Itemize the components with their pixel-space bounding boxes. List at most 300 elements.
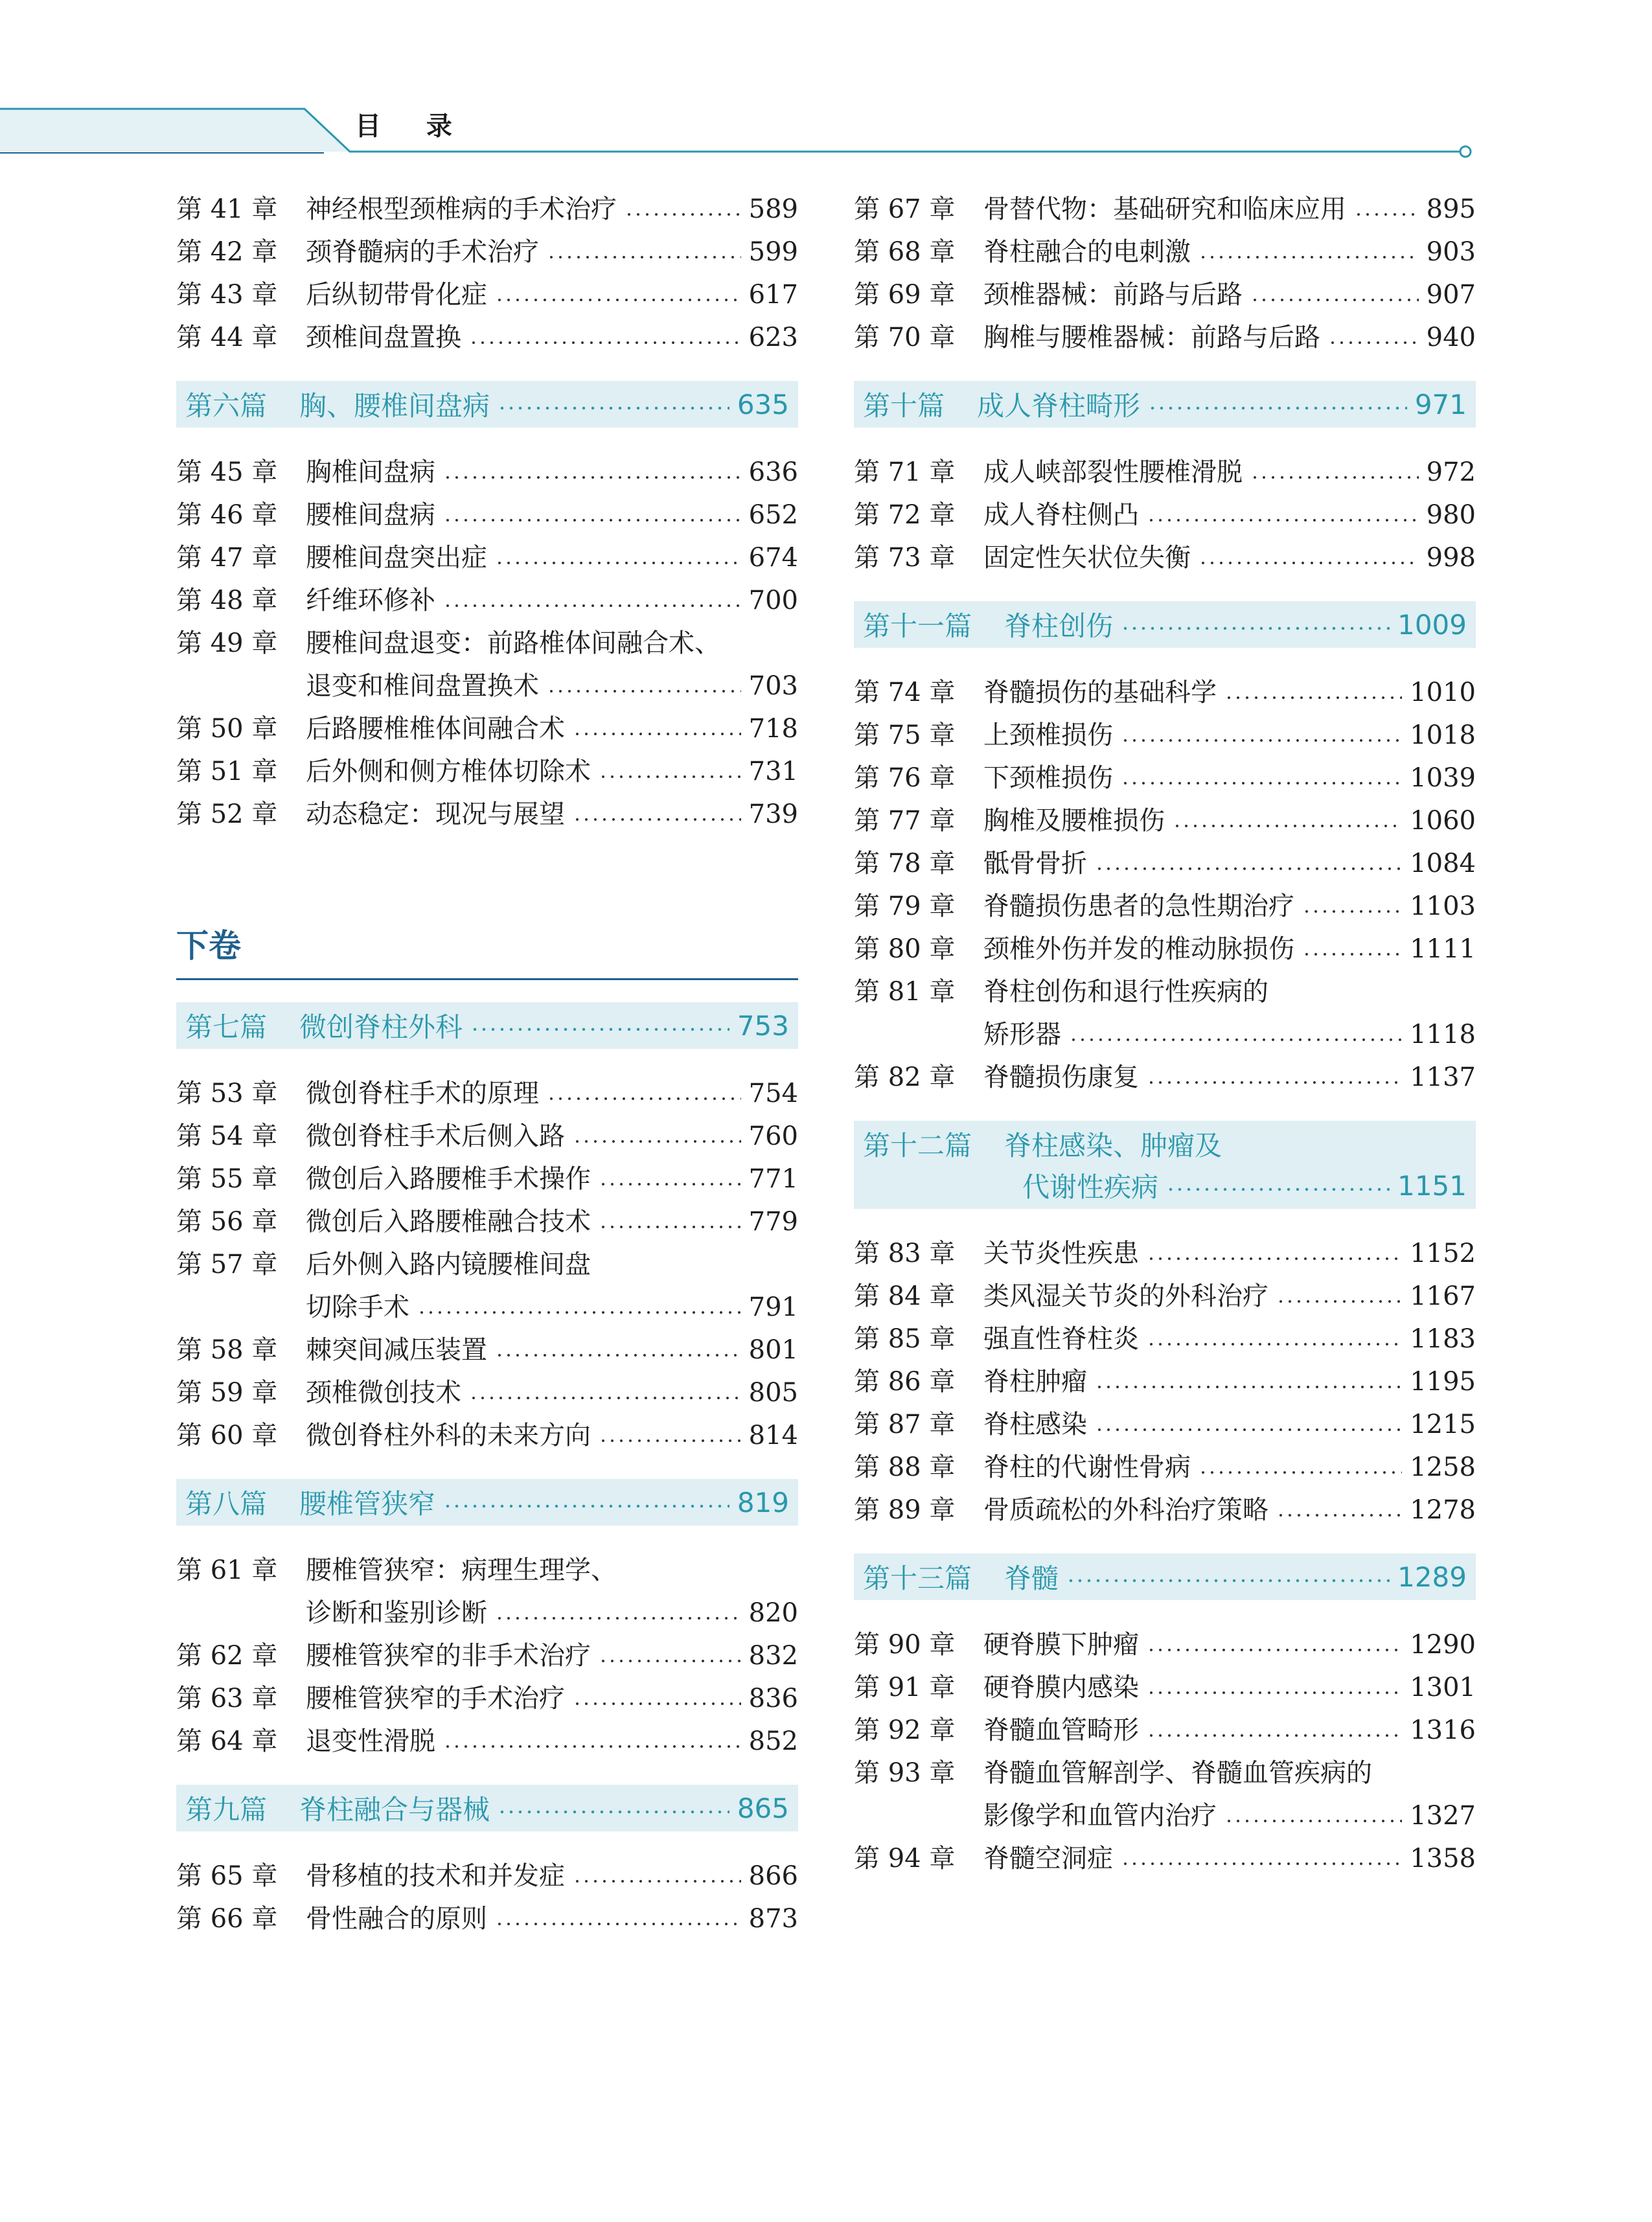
chapter-number: 第 85 章 — [854, 1324, 956, 1354]
dot-leader — [1121, 780, 1402, 786]
dot-leader — [599, 1437, 741, 1444]
chapter-number: 第 55 章 — [176, 1164, 278, 1194]
chapter-page: 703 — [748, 671, 798, 701]
chapter-page: 754 — [748, 1079, 798, 1108]
toc-entry[interactable] — [176, 1200, 798, 1243]
dot-leader — [495, 1921, 741, 1927]
part-page: 635 — [737, 388, 789, 420]
chapter-number: 第 69 章 — [854, 280, 956, 310]
toc-entry[interactable] — [854, 316, 1476, 359]
chapter-page: 873 — [748, 1904, 798, 1934]
chapter-page: 589 — [748, 194, 798, 224]
toc-entry[interactable] — [176, 750, 798, 793]
toc-entry[interactable] — [854, 1056, 1476, 1099]
chapter-title: 胸椎及腰椎损伤 — [983, 806, 1165, 836]
chapter-title: 脊柱感染 — [983, 1410, 1087, 1439]
chapter-number: 第 66 章 — [176, 1904, 278, 1934]
chapter-title: 颈椎器械：前路与后路 — [983, 280, 1243, 310]
chapter-number: 第 54 章 — [176, 1121, 278, 1151]
chapter-page: 623 — [748, 323, 798, 352]
dot-leader — [495, 297, 741, 303]
chapter-page: 895 — [1426, 194, 1476, 224]
chapter-title: 腰椎管狭窄的手术治疗 — [306, 1684, 565, 1713]
dot-leader — [1147, 1079, 1402, 1086]
chapter-page: 1195 — [1410, 1367, 1476, 1397]
dot-leader — [495, 1615, 741, 1621]
chapter-number: 第 75 章 — [854, 720, 956, 750]
chapter-page: 866 — [748, 1861, 798, 1891]
chapter-page: 652 — [748, 500, 798, 530]
chapter-page: 1358 — [1410, 1844, 1476, 1873]
chapter-title: 骨替代物：基础研究和临床应用 — [983, 194, 1346, 224]
part-number: 第六篇 — [185, 390, 268, 422]
chapter-number: 第 73 章 — [854, 543, 956, 573]
dot-leader — [1276, 1298, 1402, 1305]
chapter-title-line1: 脊柱创伤和退行性疾病的 — [983, 977, 1268, 1007]
chapter-title: 动态稳定：现况与展望 — [306, 799, 565, 829]
chapter-title: 上颈椎损伤 — [983, 720, 1113, 750]
toc-entry[interactable] — [854, 1403, 1476, 1446]
toc-entry[interactable] — [854, 799, 1476, 842]
toc-entry[interactable] — [854, 714, 1476, 757]
part-title: 成人脊柱畸形 — [977, 390, 1141, 422]
toc-entry[interactable] — [176, 622, 798, 665]
chapter-number: 第 87 章 — [854, 1410, 956, 1439]
part-page: 865 — [737, 1792, 789, 1824]
dot-leader — [1250, 474, 1419, 481]
chapter-page: 805 — [748, 1378, 798, 1408]
chapter-page: 1084 — [1410, 849, 1476, 878]
part-title: 脊柱融合与器械 — [299, 1794, 490, 1826]
chapter-number: 第 56 章 — [176, 1207, 278, 1237]
part-heading[interactable] — [176, 1785, 798, 1831]
part-heading-line1 — [863, 1123, 1467, 1165]
dot-leader — [1147, 1732, 1402, 1739]
dot-leader — [1199, 254, 1419, 260]
toc-entry[interactable] — [854, 536, 1476, 579]
chapter-page: 718 — [748, 714, 798, 744]
chapter-number: 第 76 章 — [854, 763, 956, 793]
dot-leader — [498, 405, 729, 411]
chapter-title: 骨移植的技术和并发症 — [306, 1861, 565, 1891]
chapter-page: 1103 — [1410, 891, 1476, 921]
part-number: 第十二篇 — [863, 1130, 972, 1162]
toc-column-left — [176, 188, 798, 1940]
chapter-title: 脊髓血管畸形 — [983, 1715, 1139, 1745]
toc-entry[interactable] — [854, 1837, 1476, 1880]
chapter-number: 第 45 章 — [176, 457, 278, 487]
toc-entry[interactable] — [854, 1709, 1476, 1752]
toc-entry[interactable] — [854, 451, 1476, 494]
toc-entry[interactable] — [176, 1158, 798, 1200]
dot-leader — [599, 1224, 741, 1230]
toc-entry[interactable] — [854, 1360, 1476, 1403]
part-heading[interactable] — [176, 1002, 798, 1049]
chapter-page: 836 — [748, 1684, 798, 1713]
chapter-number: 第 84 章 — [854, 1281, 956, 1311]
chapter-title: 硬脊膜内感染 — [983, 1673, 1139, 1702]
toc-entry[interactable] — [854, 757, 1476, 799]
toc-entry[interactable] — [176, 1720, 798, 1763]
chapter-page: 814 — [748, 1421, 798, 1450]
chapter-page: 779 — [748, 1207, 798, 1237]
toc-entry[interactable] — [176, 451, 798, 494]
part-heading[interactable] — [854, 1553, 1476, 1600]
toc-entry[interactable] — [854, 188, 1476, 231]
chapter-title: 颈椎外伤并发的椎动脉损伤 — [983, 934, 1294, 964]
chapter-page: 998 — [1426, 543, 1476, 573]
chapter-title-line2: 诊断和鉴别诊断 — [306, 1598, 487, 1628]
dot-leader — [1147, 517, 1419, 523]
toc-entry[interactable] — [176, 1897, 798, 1940]
toc-entry-continuation[interactable] — [176, 1592, 798, 1634]
dot-leader — [573, 1878, 741, 1884]
part-page: 1151 — [1397, 1169, 1467, 1202]
toc-entry[interactable] — [176, 1115, 798, 1158]
chapter-page: 636 — [748, 457, 798, 487]
toc-entry[interactable] — [854, 231, 1476, 273]
part-heading[interactable] — [176, 1479, 798, 1526]
chapter-page: 907 — [1426, 280, 1476, 310]
part-heading[interactable] — [176, 381, 798, 428]
chapter-title: 微创后入路腰椎融合技术 — [306, 1207, 591, 1237]
dot-leader — [495, 560, 741, 566]
toc-entry[interactable] — [854, 1232, 1476, 1275]
toc-entry-continuation[interactable] — [176, 1286, 798, 1329]
dot-leader — [1147, 1647, 1402, 1653]
chapter-page: 731 — [748, 757, 798, 786]
volume-heading: 下卷 — [176, 920, 798, 980]
chapter-number: 第 80 章 — [854, 934, 956, 964]
chapter-title: 骨性融合的原则 — [306, 1904, 487, 1934]
chapter-title-line1: 腰椎间盘退变：前路椎体间融合术、 — [306, 628, 720, 658]
toc-entry[interactable] — [854, 928, 1476, 970]
toc-entry[interactable] — [854, 1489, 1476, 1531]
toc-entry[interactable] — [854, 970, 1476, 1013]
dot-leader — [1147, 1689, 1402, 1696]
chapter-title-line1: 脊髓血管解剖学、脊髓血管疾病的 — [983, 1758, 1372, 1788]
dot-leader — [470, 1026, 729, 1033]
part-page: 1009 — [1397, 608, 1467, 641]
chapter-title: 关节炎性疾患 — [983, 1239, 1139, 1268]
dot-leader — [573, 731, 741, 737]
chapter-number: 第 53 章 — [176, 1079, 278, 1108]
chapter-page: 1167 — [1410, 1281, 1476, 1311]
dot-leader — [1224, 1818, 1402, 1824]
chapter-number: 第 94 章 — [854, 1844, 956, 1873]
chapter-number: 第 61 章 — [176, 1555, 278, 1585]
dot-leader — [1121, 625, 1390, 632]
chapter-title: 固定性矢状位失衡 — [983, 543, 1191, 573]
chapter-number: 第 92 章 — [854, 1715, 956, 1745]
dot-leader — [573, 816, 741, 823]
dot-leader — [443, 1503, 729, 1509]
toc-entry-continuation[interactable] — [854, 1794, 1476, 1837]
toc-entry-continuation[interactable] — [854, 1013, 1476, 1056]
chapter-title: 神经根型颈椎病的手术治疗 — [306, 194, 617, 224]
chapter-number: 第 63 章 — [176, 1684, 278, 1713]
chapter-page: 972 — [1426, 457, 1476, 487]
chapter-number: 第 81 章 — [854, 977, 956, 1007]
dot-leader — [1147, 1255, 1402, 1262]
chapter-number: 第 77 章 — [854, 806, 956, 836]
toc-entry[interactable] — [854, 885, 1476, 928]
dot-leader — [1354, 211, 1419, 218]
toc-entry[interactable] — [854, 1623, 1476, 1666]
toc-entry[interactable] — [176, 1634, 798, 1677]
dot-leader — [599, 773, 741, 780]
header-decoration — [0, 0, 1652, 168]
chapter-title: 下颈椎损伤 — [983, 763, 1113, 793]
chapter-title: 脊髓损伤患者的急性期治疗 — [983, 891, 1294, 921]
toc-entry[interactable] — [176, 1549, 798, 1592]
part-number: 第九篇 — [185, 1794, 268, 1826]
toc-entry[interactable] — [176, 536, 798, 579]
chapter-title: 成人脊柱侧凸 — [983, 500, 1139, 530]
toc-entry[interactable] — [176, 1371, 798, 1414]
part-page: 753 — [737, 1009, 789, 1042]
dot-leader — [1302, 951, 1402, 957]
chapter-title: 硬脊膜下肿瘤 — [983, 1630, 1139, 1660]
dot-leader — [599, 1658, 741, 1664]
chapter-title: 强直性脊柱炎 — [983, 1324, 1139, 1354]
toc-entry[interactable] — [176, 1329, 798, 1371]
chapter-number: 第 91 章 — [854, 1673, 956, 1702]
chapter-title: 棘突间减压装置 — [306, 1335, 487, 1365]
part-heading[interactable] — [854, 1121, 1476, 1209]
part-title-line2: 代谢性疾病 — [1022, 1171, 1159, 1203]
chapter-title: 成人峡部裂性腰椎滑脱 — [983, 457, 1243, 487]
toc-entry[interactable] — [176, 494, 798, 536]
dot-leader — [625, 211, 741, 218]
chapter-number: 第 72 章 — [854, 500, 956, 530]
dot-leader — [498, 1809, 729, 1815]
chapter-title: 微创后入路腰椎手术操作 — [306, 1164, 591, 1194]
part-heading[interactable] — [854, 381, 1476, 428]
page-header — [0, 0, 1652, 168]
part-heading-line2 — [863, 1165, 1467, 1206]
chapter-page: 674 — [748, 543, 798, 573]
chapter-page: 1278 — [1410, 1495, 1476, 1525]
chapter-number: 第 43 章 — [176, 280, 278, 310]
chapter-number: 第 78 章 — [854, 849, 956, 878]
chapter-title: 腰椎管狭窄的非手术治疗 — [306, 1641, 591, 1671]
part-title: 腰椎管狭窄 — [299, 1488, 436, 1520]
chapter-number: 第 71 章 — [854, 457, 956, 487]
toc-entry[interactable] — [176, 316, 798, 359]
dot-leader — [1199, 1469, 1402, 1476]
chapter-number: 第 48 章 — [176, 586, 278, 615]
dot-leader — [547, 688, 741, 694]
dot-leader — [547, 1095, 741, 1102]
toc-entry[interactable] — [176, 1677, 798, 1720]
part-page: 819 — [737, 1486, 789, 1518]
chapter-title: 微创脊柱手术后侧入路 — [306, 1121, 565, 1151]
toc-entry[interactable] — [176, 273, 798, 316]
toc-entry[interactable] — [176, 793, 798, 836]
chapter-title-line2: 切除手术 — [306, 1292, 409, 1322]
toc-entry[interactable] — [176, 1414, 798, 1457]
toc-entry[interactable] — [854, 1275, 1476, 1318]
chapter-page: 852 — [748, 1726, 798, 1756]
dot-leader — [443, 517, 741, 523]
chapter-number: 第 79 章 — [854, 891, 956, 921]
dot-leader — [1121, 1861, 1402, 1867]
page-title: 目 录 — [355, 111, 470, 141]
chapter-title: 脊柱融合的电刺激 — [983, 237, 1191, 267]
part-number: 第八篇 — [185, 1488, 268, 1520]
dot-leader — [1069, 1037, 1402, 1043]
toc-entry-continuation[interactable] — [176, 665, 798, 707]
chapter-page: 1018 — [1410, 720, 1476, 750]
chapter-title: 骨质疏松的外科治疗策略 — [983, 1495, 1268, 1525]
chapter-number: 第 74 章 — [854, 678, 956, 707]
chapter-title: 脊髓空洞症 — [983, 1844, 1113, 1873]
chapter-title: 微创脊柱手术的原理 — [306, 1079, 539, 1108]
chapter-number: 第 47 章 — [176, 543, 278, 573]
chapter-page: 771 — [748, 1164, 798, 1194]
toc-entry[interactable] — [176, 231, 798, 273]
dot-leader — [1302, 908, 1402, 915]
dot-leader — [443, 1743, 741, 1750]
chapter-number: 第 93 章 — [854, 1758, 956, 1788]
part-page: 1289 — [1397, 1561, 1467, 1593]
toc-entry[interactable] — [176, 188, 798, 231]
dot-leader — [1328, 339, 1419, 346]
chapter-title-line2: 矫形器 — [983, 1020, 1061, 1049]
dot-leader — [495, 1352, 741, 1358]
chapter-number: 第 68 章 — [854, 237, 956, 267]
chapter-title: 后路腰椎椎体间融合术 — [306, 714, 565, 744]
dot-leader — [1095, 1384, 1402, 1390]
chapter-title: 胸椎与腰椎器械：前路与后路 — [983, 323, 1320, 352]
chapter-page: 1258 — [1410, 1452, 1476, 1482]
chapter-page: 1039 — [1410, 763, 1476, 793]
chapter-page: 1301 — [1410, 1673, 1476, 1702]
chapter-title: 骶骨骨折 — [983, 849, 1087, 878]
part-title: 微创脊柱外科 — [299, 1011, 463, 1043]
toc-entry[interactable] — [854, 1666, 1476, 1709]
chapter-number: 第 57 章 — [176, 1250, 278, 1279]
toc-entry[interactable] — [854, 1752, 1476, 1794]
chapter-title: 颈椎微创技术 — [306, 1378, 461, 1408]
chapter-number: 第 51 章 — [176, 757, 278, 786]
part-page: 971 — [1414, 388, 1467, 420]
part-title: 胸、腰椎间盘病 — [299, 390, 490, 422]
dot-leader — [547, 254, 741, 260]
chapter-page: 1111 — [1410, 934, 1476, 964]
dot-leader — [1224, 694, 1402, 701]
chapter-page: 801 — [748, 1335, 798, 1365]
toc-entry[interactable] — [854, 671, 1476, 714]
chapter-title: 退变性滑脱 — [306, 1726, 435, 1756]
chapter-number: 第 89 章 — [854, 1495, 956, 1525]
chapter-number: 第 50 章 — [176, 714, 278, 744]
toc-entry[interactable] — [176, 1072, 798, 1115]
chapter-title: 后纵韧带骨化症 — [306, 280, 487, 310]
chapter-page: 1215 — [1410, 1410, 1476, 1439]
dot-leader — [417, 1309, 741, 1316]
chapter-number: 第 90 章 — [854, 1630, 956, 1660]
chapter-number: 第 67 章 — [854, 194, 956, 224]
part-heading[interactable] — [854, 601, 1476, 648]
chapter-page: 1316 — [1410, 1715, 1476, 1745]
chapter-page: 617 — [748, 280, 798, 310]
chapter-page: 739 — [748, 799, 798, 829]
chapter-title-line2: 退变和椎间盘置换术 — [306, 671, 539, 701]
chapter-title: 脊柱的代谢性骨病 — [983, 1452, 1191, 1482]
dot-leader — [573, 1701, 741, 1707]
chapter-page: 1137 — [1410, 1062, 1476, 1092]
toc-entry[interactable] — [176, 1243, 798, 1286]
part-number: 第十三篇 — [863, 1563, 972, 1594]
dot-leader — [443, 474, 741, 481]
chapter-number: 第 88 章 — [854, 1452, 956, 1482]
chapter-title: 后外侧和侧方椎体切除术 — [306, 757, 591, 786]
chapter-number: 第 70 章 — [854, 323, 956, 352]
chapter-number: 第 49 章 — [176, 628, 278, 658]
part-title: 脊柱创伤 — [1004, 610, 1114, 642]
toc-entry[interactable] — [176, 1855, 798, 1897]
toc-entry[interactable] — [854, 1318, 1476, 1360]
chapter-title: 胸椎间盘病 — [306, 457, 435, 487]
chapter-page: 1060 — [1410, 806, 1476, 836]
chapter-number: 第 60 章 — [176, 1421, 278, 1450]
chapter-page: 599 — [748, 237, 798, 267]
chapter-page: 1010 — [1410, 678, 1476, 707]
chapter-title: 微创脊柱外科的未来方向 — [306, 1421, 591, 1450]
chapter-number: 第 83 章 — [854, 1239, 956, 1268]
chapter-title: 脊髓损伤的基础科学 — [983, 678, 1217, 707]
chapter-title-line2: 影像学和血管内治疗 — [983, 1801, 1217, 1831]
part-number: 第十篇 — [863, 390, 945, 422]
toc-entry[interactable] — [854, 273, 1476, 316]
toc-entry[interactable] — [176, 579, 798, 622]
chapter-number: 第 62 章 — [176, 1641, 278, 1671]
toc-column-right — [854, 188, 1476, 1880]
chapter-number: 第 65 章 — [176, 1861, 278, 1891]
chapter-number: 第 41 章 — [176, 194, 278, 224]
chapter-title: 颈椎间盘置换 — [306, 323, 461, 352]
chapter-page: 1327 — [1410, 1801, 1476, 1831]
dot-leader — [1173, 823, 1402, 829]
chapter-number: 第 44 章 — [176, 323, 278, 352]
chapter-number: 第 46 章 — [176, 500, 278, 530]
chapter-page: 791 — [748, 1292, 798, 1322]
chapter-number: 第 58 章 — [176, 1335, 278, 1365]
toc-entry[interactable] — [176, 707, 798, 750]
chapter-number: 第 82 章 — [854, 1062, 956, 1092]
chapter-title: 脊柱肿瘤 — [983, 1367, 1087, 1397]
chapter-number: 第 86 章 — [854, 1367, 956, 1397]
chapter-title: 类风湿关节炎的外科治疗 — [983, 1281, 1268, 1311]
dot-leader — [1148, 405, 1407, 411]
toc-entry[interactable] — [854, 1446, 1476, 1489]
chapter-page: 903 — [1426, 237, 1476, 267]
chapter-title: 腰椎间盘病 — [306, 500, 435, 530]
part-title-line1: 脊柱感染、肿瘤及 — [1004, 1130, 1222, 1162]
dot-leader — [469, 1395, 741, 1401]
chapter-page: 820 — [748, 1598, 798, 1628]
dot-leader — [1095, 1426, 1402, 1433]
chapter-page: 1152 — [1410, 1239, 1476, 1268]
toc-entry[interactable] — [854, 494, 1476, 536]
chapter-number: 第 59 章 — [176, 1378, 278, 1408]
chapter-title-line1: 后外侧入路内镜腰椎间盘 — [306, 1250, 591, 1279]
toc-entry[interactable] — [854, 842, 1476, 885]
chapter-title: 脊髓损伤康复 — [983, 1062, 1139, 1092]
dot-leader — [1066, 1577, 1390, 1584]
